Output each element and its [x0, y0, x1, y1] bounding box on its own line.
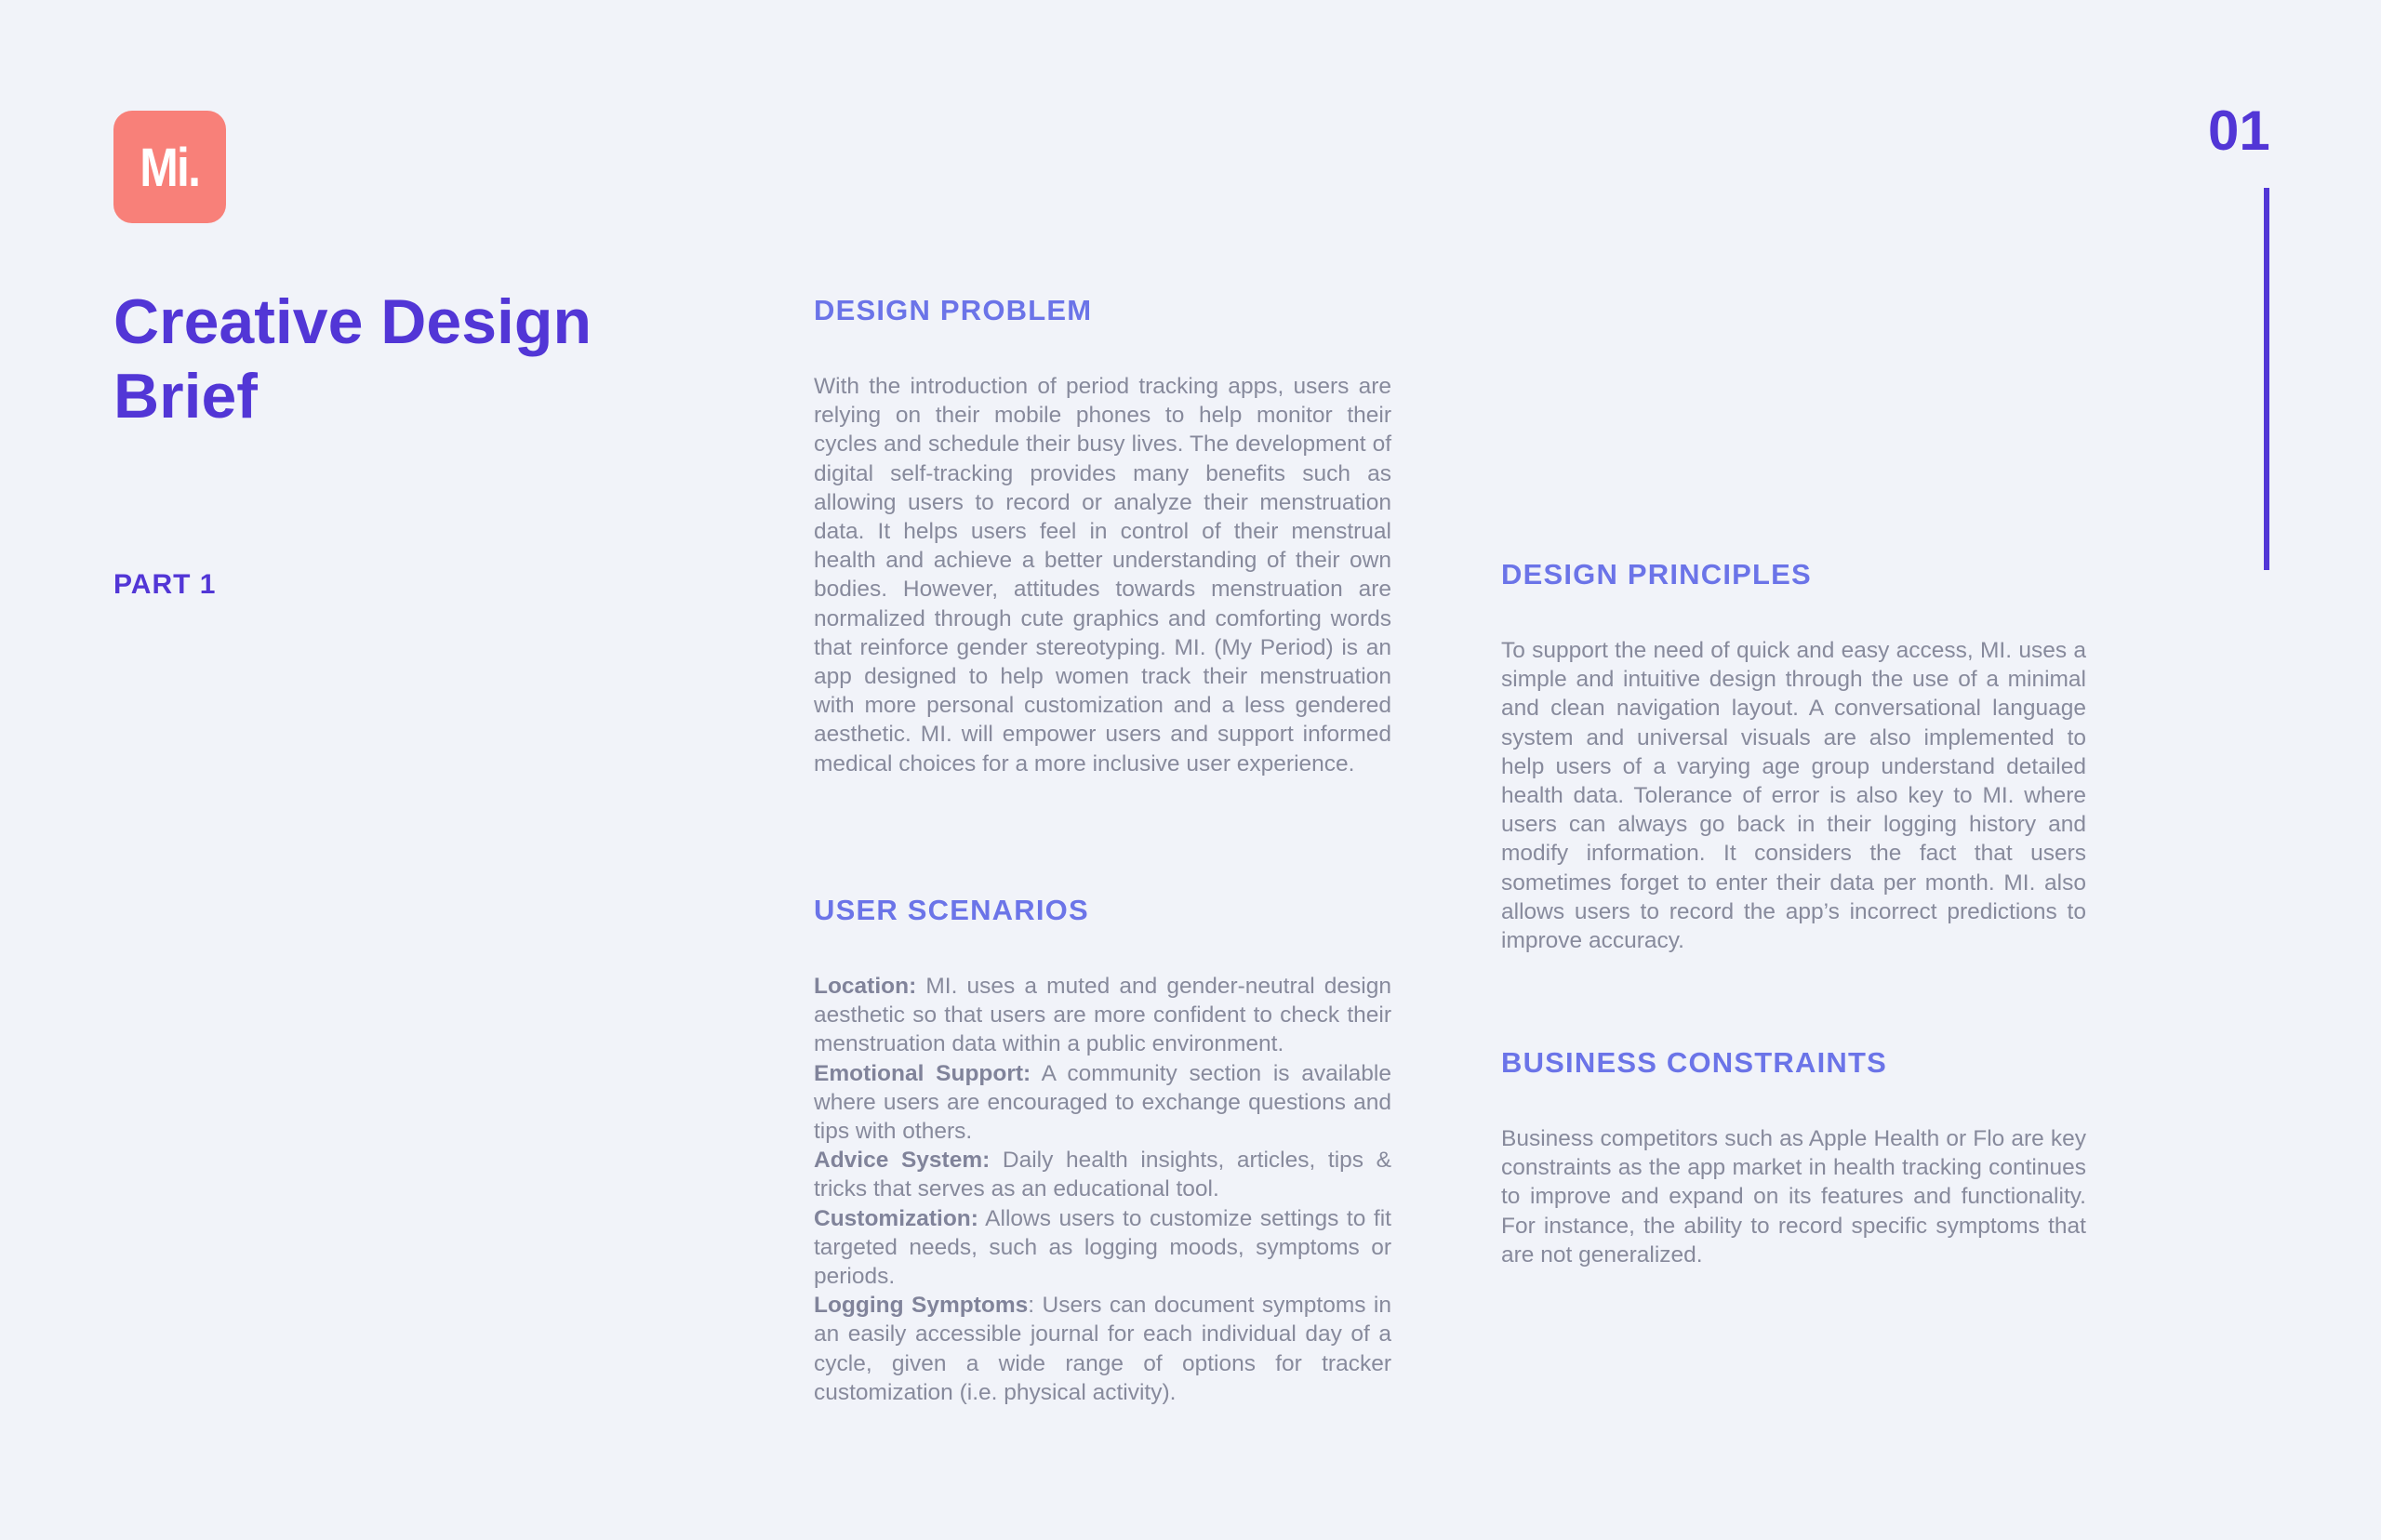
scenario-text: MI. uses a muted and gender-neutral design aesthetic so that users are more confident to check their menstruation data within a public environment. [814, 974, 1391, 1057]
scenario-label: Customization: [814, 1205, 978, 1231]
scenario-label: Emotional Support: [814, 1060, 1031, 1086]
section-body: To support the need of quick and easy access, MI. uses a simple and intuitive design through the use of a minimal and clean navigation layout. A conversational language system and universal visuals are also implemented to help users of a varying age group understand detailed health data. Tolerance of error is also key to MI. where users can always go back in their logging history and modify information. It considers the fact that users sometimes forget to enter their data per month. MI. also allows users to record the app’s incorrect predictions to improve accuracy. [1501, 638, 2086, 954]
logo-text: Mi. [140, 138, 200, 198]
page-title: Creative Design Brief [113, 286, 592, 431]
scenario-item [814, 972, 1391, 1059]
scenario-label: Location: [814, 974, 917, 999]
section-design-principles [1501, 558, 2086, 955]
section-body: Business competitors such as Apple Health or Flo are key constraints as the app market in health tracking continues to improve and expand on its features and functionality. For instance, the ability to record specific symptoms that are not generalized. [1501, 1126, 2086, 1268]
scenario-item [814, 1291, 1391, 1407]
scenario-label: Logging Symptoms [814, 1293, 1029, 1319]
section-heading: DESIGN PROBLEM [814, 294, 1093, 326]
scenario-item [814, 1059, 1391, 1147]
app-logo [113, 111, 226, 223]
section-user-scenarios [814, 894, 1391, 1407]
scenario-text: Daily health insights, articles, tips & tricks that serves as an educational tool. [814, 1148, 1391, 1202]
scenario-text: Allows users to customize settings to fit targeted needs, such as logging moods, symptoms or periods. [814, 1205, 1391, 1290]
section-heading: BUSINESS CONSTRAINTS [1501, 1046, 1887, 1079]
scenario-text: : Users can document symptoms in an easily accessible journal for each individual day of a cycle, given a wide range of options for tracker customization (i.e. physical activity). [814, 1293, 1391, 1405]
section-heading: DESIGN PRINCIPLES [1501, 558, 1812, 591]
section-heading: USER SCENARIOS [814, 894, 1089, 926]
scenario-item [814, 1204, 1391, 1292]
section-business-constraints [1501, 1046, 2086, 1269]
page-divider-line [2264, 188, 2269, 570]
scenario-label: Advice System: [814, 1148, 991, 1174]
scenario-item [814, 1146, 1391, 1203]
part-label: PART 1 [113, 569, 217, 600]
scenario-text: A community section is available where users are encouraged to exchange questions and tips with others. [814, 1060, 1391, 1145]
section-body: With the introduction of period tracking apps, users are relying on their mobile phones to help monitor their cycles and schedule their busy lives. The development of digital self-tracking provides many benefits such as allowing users to record or analyze their menstruation data. It helps users feel in control of their menstrual health and achieve a better understanding of their own bodies. However, attitudes towards menstruation are normalized through cute graphics and comforting words that reinforce gender stereotyping. MI. (My Period) is an app designed to help women track their menstruation with more personal customization and a less gendered aesthetic. MI. will empower users and support informed medical choices for a more inclusive user experience. [814, 374, 1391, 777]
page-number: 01 [2208, 100, 2270, 162]
section-design-problem [814, 294, 1391, 778]
